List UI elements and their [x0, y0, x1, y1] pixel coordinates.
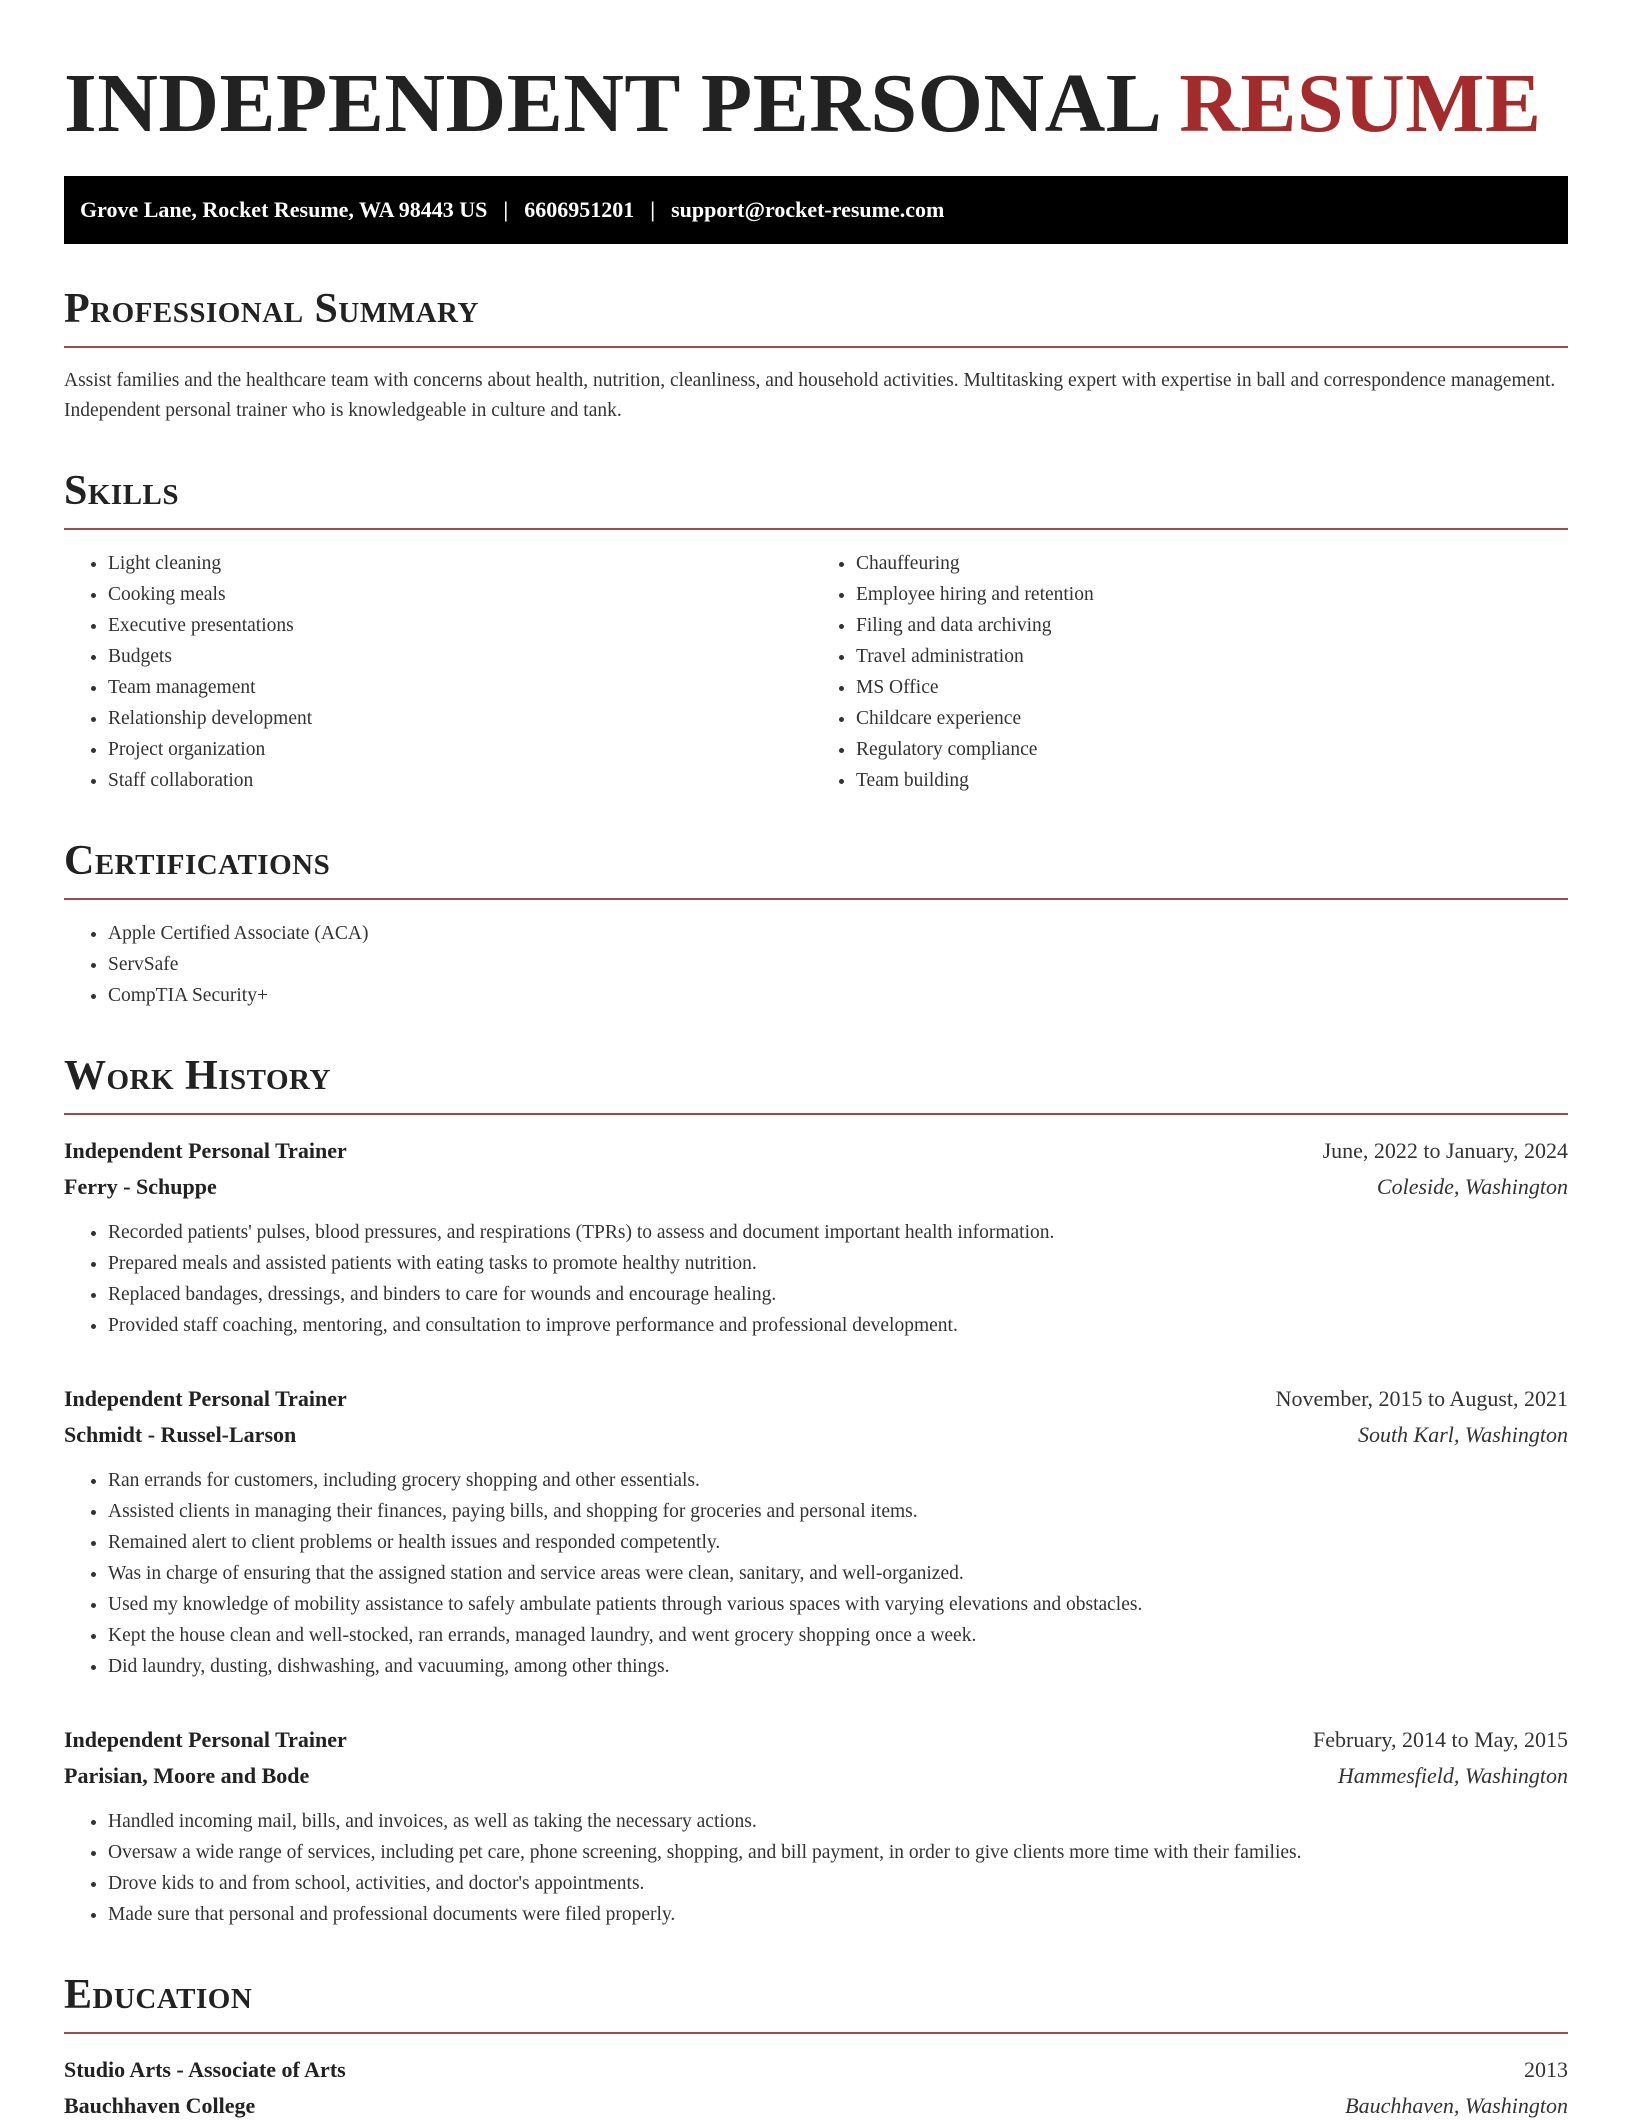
contact-phone: 6606951201: [524, 197, 635, 222]
job-company-row: [64, 1758, 1568, 1794]
job-bullet: • Recorded patients' pulses, blood pressures, and respirations (TPRs) to assess and document important health information.: [108, 1217, 1568, 1248]
job-header-row: [64, 1722, 1568, 1758]
skill-item: • Relationship development: [108, 703, 816, 734]
job-title: Independent Personal Trainer: [64, 1138, 347, 1163]
job-entry: [64, 1133, 1568, 1341]
summary-section: [64, 286, 1568, 426]
education-degree: Studio Arts - Associate of Arts: [64, 2057, 346, 2082]
job-bullet: • Prepared meals and assisted patients with eating tasks to promote healthy nutrition.: [108, 1248, 1568, 1279]
job-bullet: • Replaced bandages, dressings, and binders to care for wounds and encourage healing.: [108, 1279, 1568, 1310]
job-header-row: [64, 1133, 1568, 1169]
title-main: INDEPENDENT PERSONAL: [64, 57, 1158, 150]
job-company: Schmidt - Russel-Larson: [64, 1422, 297, 1447]
job-bullet: • Drove kids to and from school, activities, and doctor's appointments.: [108, 1868, 1568, 1899]
section-divider: [64, 2032, 1568, 2034]
job-bullet: • Ran errands for customers, including grocery shopping and other essentials.: [108, 1465, 1568, 1496]
summary-heading: Professional Summary: [64, 286, 479, 332]
job-entry: [64, 1381, 1568, 1682]
skills-list-right: [816, 548, 1568, 796]
skill-item: • Team building: [856, 765, 1568, 796]
certifications-section: [64, 838, 1568, 1011]
skills-list-left: [64, 548, 816, 796]
job-company: Ferry - Schuppe: [64, 1174, 217, 1199]
job-location: South Karl, Washington: [1357, 1422, 1568, 1447]
job-bullet: • Provided staff coaching, mentoring, and consultation to improve performance and professional development.: [108, 1310, 1568, 1341]
job-bullet: • Assisted clients in managing their finances, paying bills, and shopping for groceries and personal items.: [108, 1496, 1568, 1527]
contact-separator: |: [503, 197, 509, 222]
skills-grid: [64, 548, 1568, 796]
job-bullets: [64, 1806, 1568, 1930]
section-divider: [64, 528, 1568, 530]
contact-email: support@rocket-resume.com: [671, 197, 945, 222]
section-divider: [64, 346, 1568, 348]
education-entry: [64, 2052, 1568, 2124]
skill-item: • Filing and data archiving: [856, 610, 1568, 641]
contact-address: Grove Lane, Rocket Resume, WA 98443 US: [80, 197, 488, 222]
job-title: Independent Personal Trainer: [64, 1727, 347, 1752]
summary-text: Assist families and the healthcare team with concerns about health, nutrition, cleanliness, and household activities. Multitasking expert with expertise in ball and correspondence management. Independent personal trainer who is knowledgeable in culture and tank.: [64, 370, 1556, 421]
job-bullet: • Was in charge of ensuring that the assigned station and service areas were clean, sanitary, and well-organized.: [108, 1558, 1568, 1589]
job-bullet: • Handled incoming mail, bills, and invoices, as well as taking the necessary actions.: [108, 1806, 1568, 1837]
job-company-row: [64, 1417, 1568, 1453]
skill-item: • Childcare experience: [856, 703, 1568, 734]
job-title: Independent Personal Trainer: [64, 1386, 347, 1411]
section-divider: [64, 1113, 1568, 1115]
skill-item: • Light cleaning: [108, 548, 816, 579]
skill-item: • Employee hiring and retention: [856, 579, 1568, 610]
certification-item: • CompTIA Security+: [108, 980, 1568, 1011]
job-dates: June, 2022 to January, 2024: [1322, 1138, 1568, 1163]
job-dates: February, 2014 to May, 2015: [1313, 1727, 1568, 1752]
job-bullets: [64, 1465, 1568, 1682]
skill-item: • MS Office: [856, 672, 1568, 703]
job-bullet: • Used my knowledge of mobility assistance to safely ambulate patients through various spaces with varying elevations and obstacles.: [108, 1589, 1568, 1620]
job-bullet: • Oversaw a wide range of services, including pet care, phone screening, shopping, and bill payment, in order to give clients more time with their families.: [108, 1837, 1568, 1868]
education-degree-row: [64, 2052, 1568, 2088]
job-bullets: [64, 1217, 1568, 1341]
education-year: 2013: [1524, 2057, 1568, 2082]
skills-heading: Skills: [64, 468, 180, 514]
job-header-row: [64, 1381, 1568, 1417]
skill-item: • Budgets: [108, 641, 816, 672]
skill-item: • Staff collaboration: [108, 765, 816, 796]
education-school: Bauchhaven College: [64, 2093, 256, 2118]
job-bullet: • Remained alert to client problems or health issues and responded competently.: [108, 1527, 1568, 1558]
certifications-list: [64, 918, 1568, 1011]
job-company-row: [64, 1169, 1568, 1205]
job-location: Coleside, Washington: [1376, 1174, 1568, 1199]
job-company: Parisian, Moore and Bode: [64, 1763, 310, 1788]
skill-item: • Regulatory compliance: [856, 734, 1568, 765]
work-history-section: [64, 1053, 1568, 1930]
education-heading: Education: [64, 1972, 253, 2018]
skill-item: • Cooking meals: [108, 579, 816, 610]
title-accent: RESUME: [1179, 57, 1542, 150]
skill-item: • Project organization: [108, 734, 816, 765]
job-entry: [64, 1722, 1568, 1930]
certifications-heading: Certifications: [64, 838, 331, 884]
job-bullet: • Made sure that personal and professional documents were filed properly.: [108, 1899, 1568, 1930]
skill-item: • Travel administration: [856, 641, 1568, 672]
education-school-row: [64, 2088, 1568, 2124]
job-location: Hammesfield, Washington: [1337, 1763, 1568, 1788]
certification-item: • Apple Certified Associate (ACA): [108, 918, 1568, 949]
contact-separator: |: [650, 197, 656, 222]
work-history-heading: Work History: [64, 1053, 331, 1099]
skills-section: [64, 468, 1568, 796]
skill-item: • Team management: [108, 672, 816, 703]
certification-item: • ServSafe: [108, 949, 1568, 980]
contact-bar: [64, 176, 1568, 244]
education-location: Bauchhaven, Washington: [1345, 2093, 1568, 2118]
job-bullet: • Did laundry, dusting, dishwashing, and vacuuming, among other things.: [108, 1651, 1568, 1682]
job-bullet: • Kept the house clean and well-stocked, ran errands, managed laundry, and went grocery shopping once a week.: [108, 1620, 1568, 1651]
skill-item: • Executive presentations: [108, 610, 816, 641]
education-section: [64, 1972, 1568, 2124]
skill-item: • Chauffeuring: [856, 548, 1568, 579]
resume-title: [64, 54, 1568, 154]
job-dates: November, 2015 to August, 2021: [1275, 1386, 1568, 1411]
section-divider: [64, 898, 1568, 900]
